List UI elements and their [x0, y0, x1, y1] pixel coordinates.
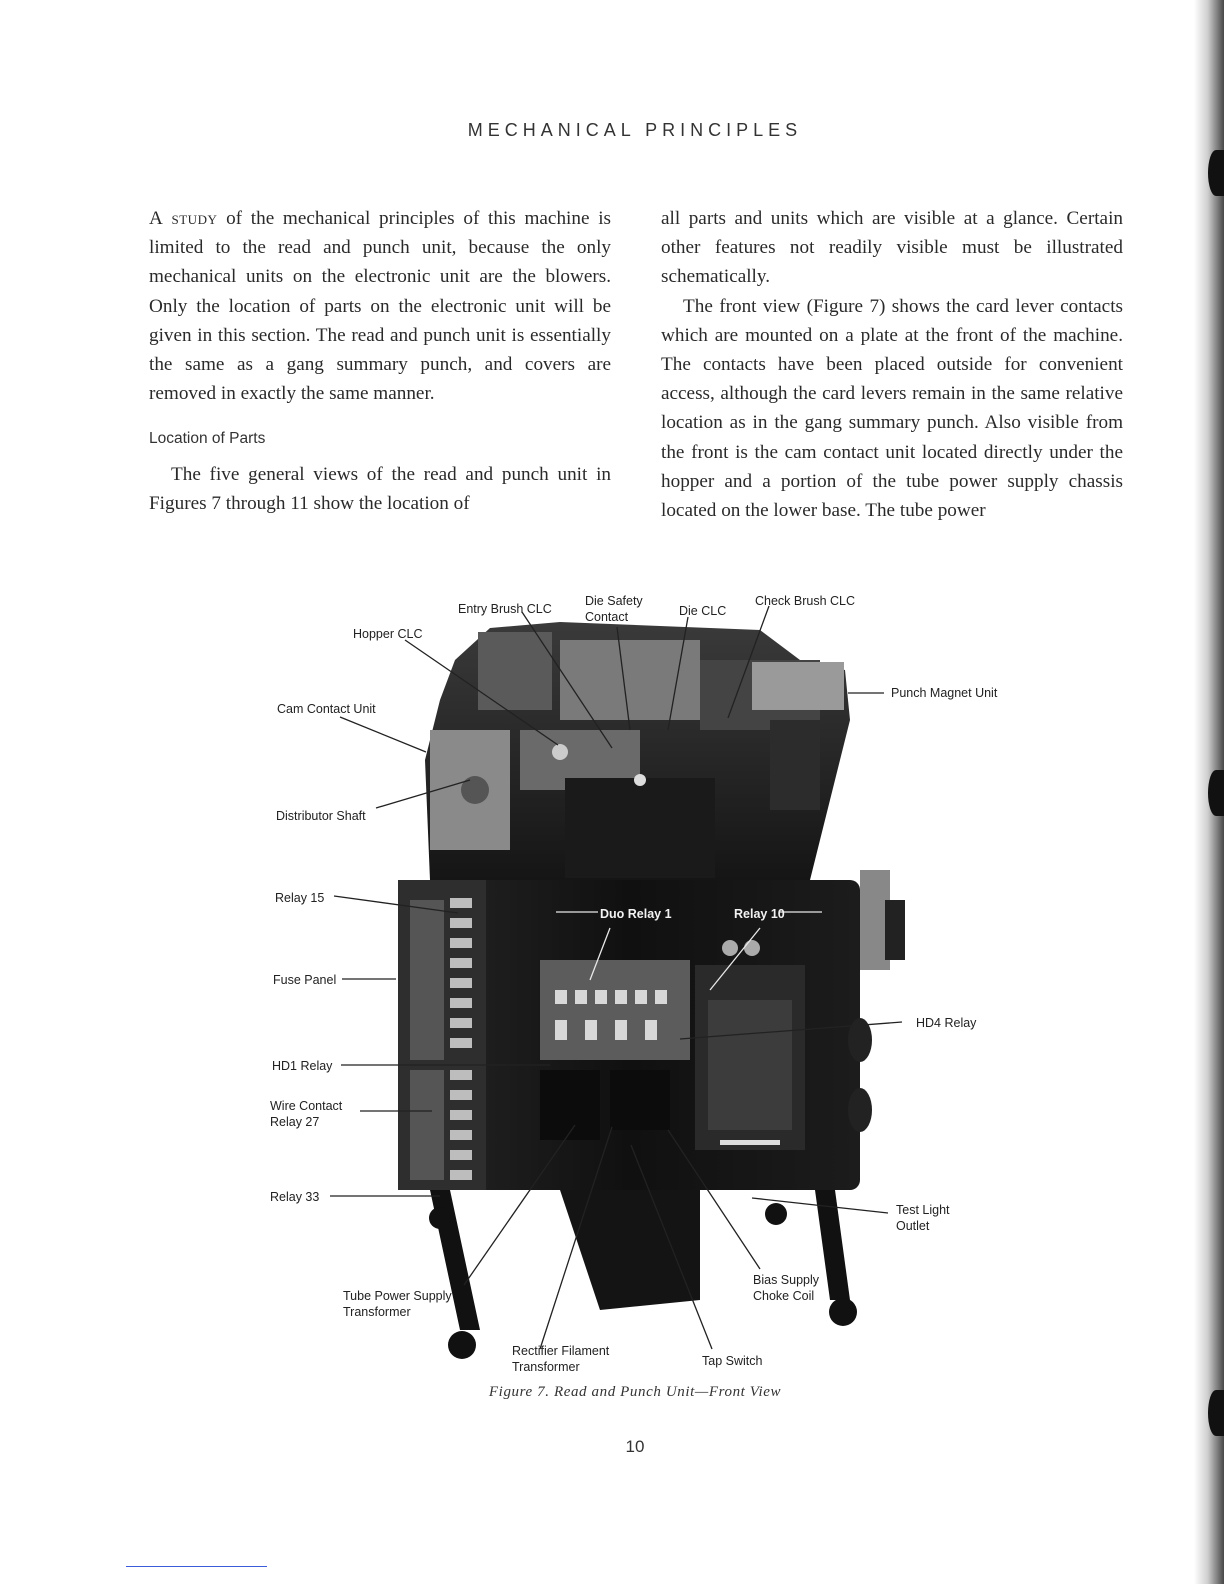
label-distributor-shaft: Distributor Shaft	[276, 809, 366, 823]
label-bias-supply-choke-coil: Bias Supply	[753, 1273, 820, 1287]
label-die-clc: Die CLC	[679, 604, 727, 618]
running-head: MECHANICAL PRINCIPLES	[467, 120, 803, 140]
label-rectifier-filament-transformer-line2: Transformer	[512, 1360, 580, 1374]
machine-lower	[398, 870, 905, 1359]
label-tube-power-supply-transformer: Tube Power Supply	[343, 1289, 452, 1303]
label-test-light-outlet: Test Light	[896, 1203, 950, 1217]
label-fuse-panel: Fuse Panel	[273, 973, 337, 987]
label-die-safety-contact-line2: Contact	[585, 610, 629, 624]
machine-upper	[425, 622, 850, 880]
paragraph-text: of the mechanical principles of this machine is limited to the read and punch unit, because the only mechanical units on the electronic unit are the blowers. Only the location of parts on the electronic unit will be given in this section. The read and punch unit is essentially the same as a gang summary punch, and covers are removed in exactly the same manner.	[149, 208, 611, 405]
label-wire-contact-relay-27-line2: Relay 27	[270, 1115, 320, 1129]
label-entry-brush-clc: Entry Brush CLC	[458, 602, 552, 616]
label-cam-contact-unit: Cam Contact Unit	[277, 702, 376, 716]
label-test-light-outlet-line2: Outlet	[896, 1219, 930, 1233]
label-tap-switch: Tap Switch	[702, 1354, 763, 1368]
lead-in: A study	[149, 208, 218, 229]
label-die-safety-contact: Die Safety	[585, 594, 643, 608]
label-hd4-relay: HD4 Relay	[916, 1016, 977, 1030]
label-bias-supply-choke-coil-line2: Choke Coil	[753, 1289, 815, 1303]
label-relay-15: Relay 15	[275, 891, 325, 905]
page-number: 10	[625, 1437, 645, 1456]
section-subhead: Location of Parts	[149, 430, 266, 448]
label-check-brush-clc: Check Brush CLC	[755, 594, 856, 608]
label-relay-33: Relay 33	[270, 1190, 320, 1204]
label-relay-10: Relay 10	[734, 907, 785, 921]
paragraph: The front view (Figure 7) shows the card lever contacts which are mounted on a plate at the front of the machine. The contacts have been placed outside for convenient access, although the card levers remain in the same relative location as in the gang summary punch. Also visible from the front is the cam contact unit located directly under the hopper and a portion of the tube power supply chassis located on the lower base. The tube power	[661, 295, 1123, 522]
label-duo-relay-1: Duo Relay 1	[600, 907, 672, 921]
label-punch-magnet-unit: Punch Magnet Unit	[891, 686, 998, 700]
paragraph: The five general views of the read and punch unit in Figures 7 through 11 show the location of	[149, 463, 611, 514]
label-hopper-clc: Hopper CLC	[353, 627, 423, 641]
label-tube-power-supply-transformer-line2: Transformer	[343, 1305, 411, 1319]
blue-rule	[126, 1566, 267, 1567]
paragraph: all parts and units which are visible at a glance. Certain other features not readily visible must be illustrated schematically.	[661, 208, 1123, 288]
figure-caption: Figure 7. Read and Punch Unit—Front View	[488, 1384, 782, 1400]
label-hd1-relay: HD1 Relay	[272, 1059, 333, 1073]
label-wire-contact-relay-27: Wire Contact	[270, 1099, 343, 1113]
label-rectifier-filament-transformer: Rectifier Filament	[512, 1344, 610, 1358]
